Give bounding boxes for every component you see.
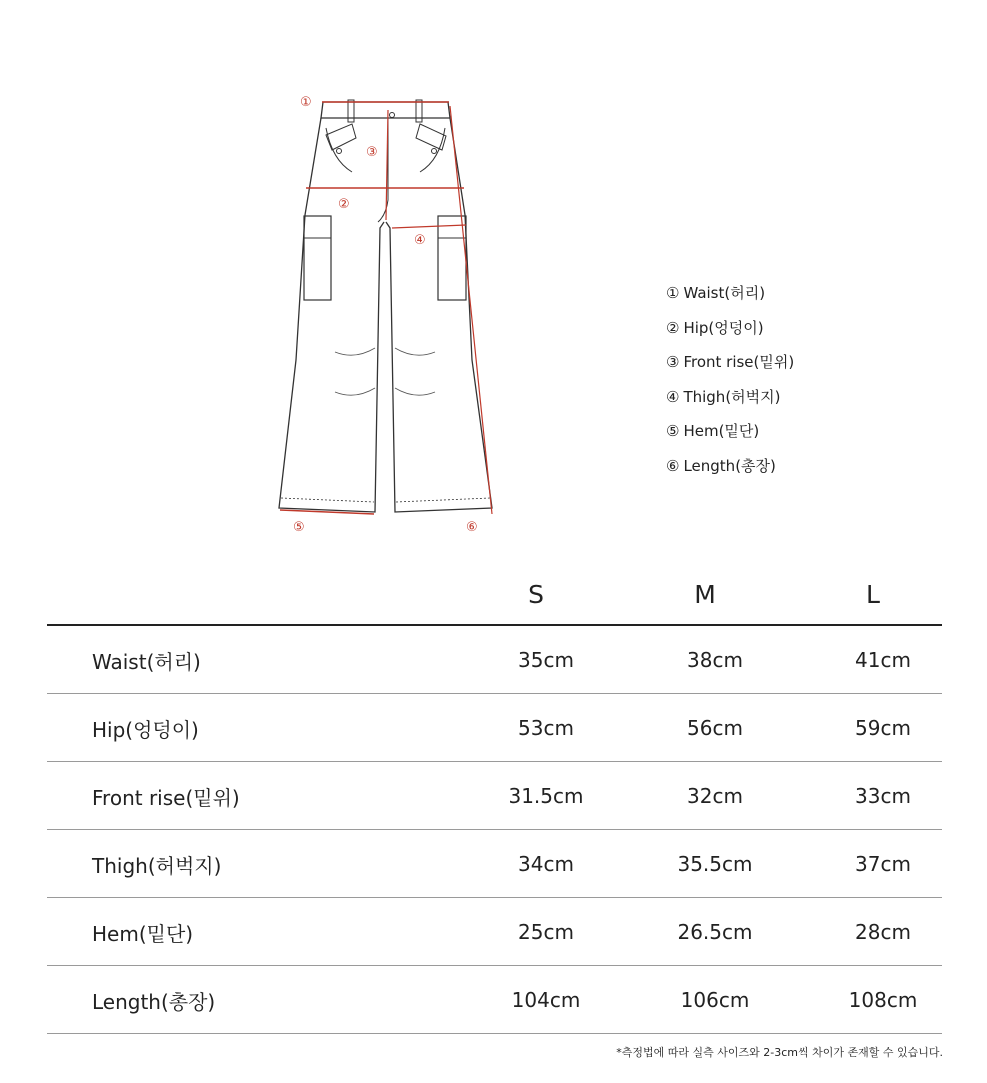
marker-hem: ⑤ <box>293 520 305 535</box>
legend-number: ④ <box>666 387 680 406</box>
table-row-hem <box>47 898 942 966</box>
legend-number: ⑤ <box>666 422 680 440</box>
size-header-s: S <box>528 580 544 609</box>
button <box>390 113 395 118</box>
cell-m: 38cm <box>687 648 743 672</box>
legend-number: ③ <box>666 353 680 371</box>
row-label: Hip(엉덩이) <box>92 718 199 742</box>
knee-dart <box>335 388 375 395</box>
cell-l: 33cm <box>855 784 911 808</box>
legend-item-thigh <box>666 380 794 415</box>
length-measure-line <box>450 106 492 514</box>
legend-item-length <box>666 449 794 484</box>
legend-label: Waist(허리) <box>683 284 766 302</box>
legend-number: ① <box>666 284 680 302</box>
table-row-front-rise <box>47 762 942 830</box>
table-row-length <box>47 966 942 1034</box>
cell-m: 35.5cm <box>677 852 753 876</box>
cell-m: 26.5cm <box>677 920 753 944</box>
cell-l: 28cm <box>855 920 911 944</box>
pants-diagram <box>260 80 520 550</box>
knee-dart <box>395 388 435 395</box>
cell-l: 41cm <box>855 648 911 672</box>
legend-label: Hip(엉덩이) <box>683 318 764 337</box>
belt-loop <box>348 100 354 122</box>
cargo-pocket-left <box>304 216 331 300</box>
cell-m: 32cm <box>687 784 743 808</box>
marker-thigh: ④ <box>414 233 426 248</box>
legend-label: Front rise(밑위) <box>683 353 795 371</box>
row-label: Length(총장) <box>92 990 216 1014</box>
belt-loop <box>416 100 422 122</box>
table-header <box>47 570 942 626</box>
marker-waist: ① <box>300 95 312 110</box>
cell-l: 37cm <box>855 852 911 876</box>
cell-s: 53cm <box>518 716 574 740</box>
row-label: Thigh(허벅지) <box>92 854 222 878</box>
table-row-thigh <box>47 830 942 898</box>
table-row-waist <box>47 626 942 694</box>
row-label: Hem(밑단) <box>92 922 194 946</box>
cell-s: 35cm <box>518 648 574 672</box>
size-header-m: M <box>694 580 716 609</box>
left-leg-outline <box>279 118 384 512</box>
measurement-note: *측정법에 따라 실측 사이즈와 2-3cm씩 차이가 존재할 수 있습니다. <box>616 1046 943 1059</box>
front-pocket-left <box>326 128 352 172</box>
size-header-l: L <box>866 580 880 609</box>
cell-m: 56cm <box>687 716 743 740</box>
measurement-legend <box>666 276 794 483</box>
cell-s: 25cm <box>518 920 574 944</box>
size-table <box>47 570 942 1034</box>
knee-dart <box>335 348 375 355</box>
legend-label: Hem(밑단) <box>683 422 760 440</box>
table-row-hip <box>47 694 942 762</box>
legend-number: ⑥ <box>666 456 680 475</box>
legend-label: Length(총장) <box>683 456 776 475</box>
cargo-pocket-right <box>438 216 466 300</box>
legend-item-hip <box>666 311 794 346</box>
legend-item-front-rise <box>666 345 794 380</box>
cell-m: 106cm <box>680 988 750 1012</box>
thigh-measure-line <box>392 225 466 228</box>
right-leg-outline <box>386 118 492 512</box>
legend-item-waist <box>666 276 794 311</box>
cell-l: 108cm <box>848 988 918 1012</box>
legend-number: ② <box>666 318 680 337</box>
row-label: Waist(허리) <box>92 650 201 674</box>
cell-s: 104cm <box>511 988 581 1012</box>
hem-stitch-right <box>396 498 490 502</box>
cell-l: 59cm <box>855 716 911 740</box>
legend-label: Thigh(허벅지) <box>683 387 781 406</box>
knee-dart <box>395 348 435 355</box>
marker-front-rise: ③ <box>366 145 378 160</box>
row-label: Front rise(밑위) <box>92 786 240 810</box>
waistband <box>321 102 450 118</box>
flap-left <box>326 124 356 150</box>
flap-right <box>416 124 446 150</box>
flap-snap <box>337 149 342 154</box>
legend-item-hem <box>666 414 794 449</box>
marker-length: ⑥ <box>466 520 478 535</box>
hem-stitch-left <box>281 498 374 502</box>
flap-snap <box>432 149 437 154</box>
cell-s: 34cm <box>518 852 574 876</box>
marker-hip: ② <box>338 197 350 212</box>
cell-s: 31.5cm <box>508 784 584 808</box>
